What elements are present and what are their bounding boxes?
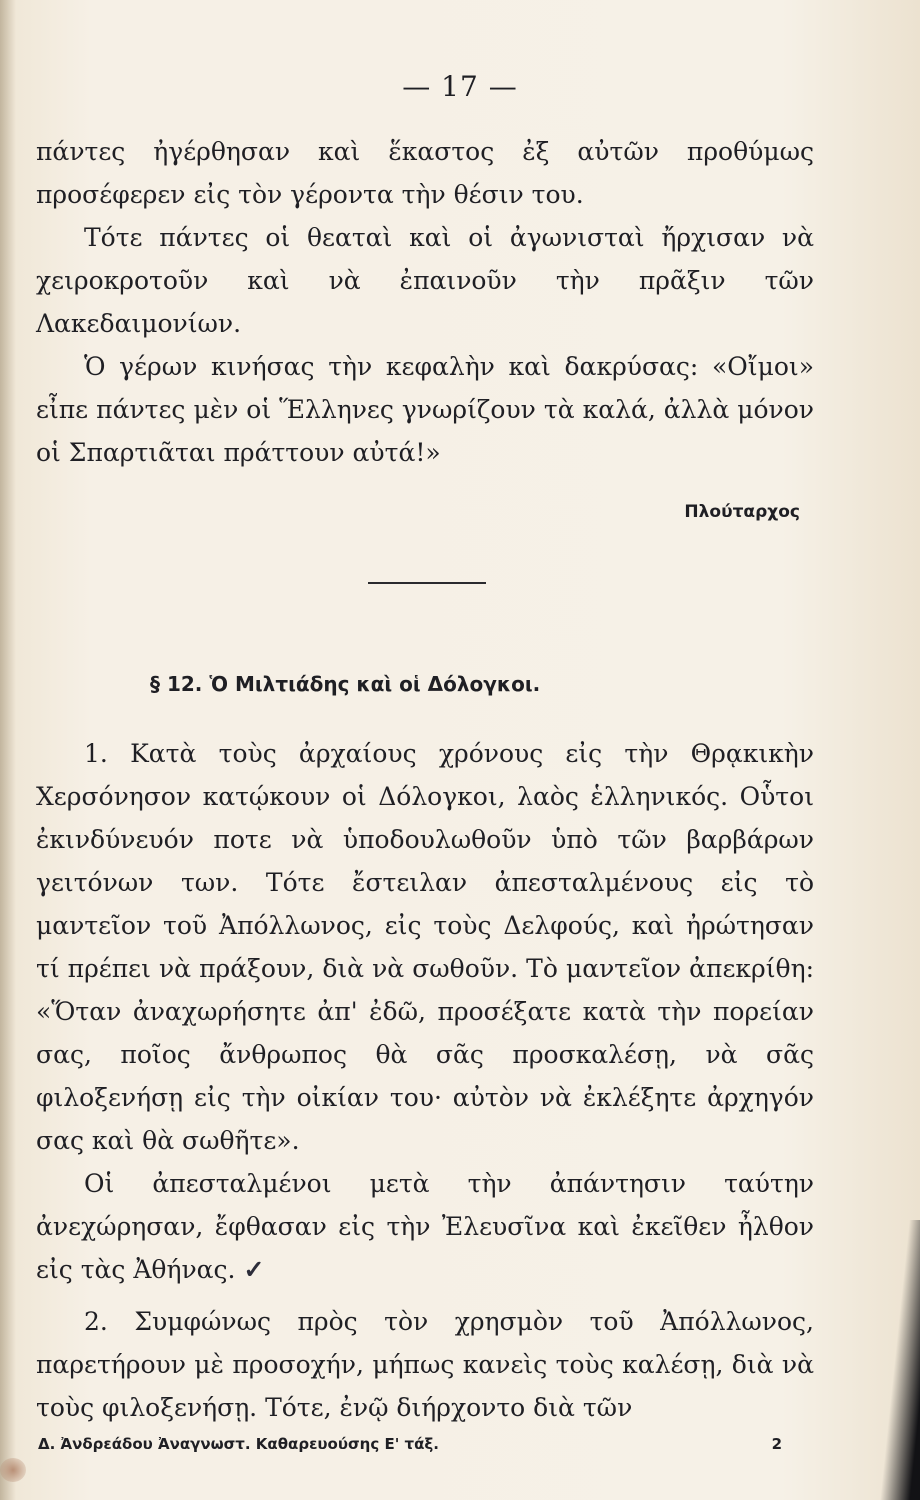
paper-stain <box>0 1458 26 1482</box>
pencil-check-mark: ✓ <box>243 1255 265 1284</box>
author-attribution: Πλούταρχος <box>684 502 800 522</box>
body-paragraph-3: 2. Συμφώνως πρὸς τὸν χρησμὸν τοῦ Ἀπόλλωνος, παρετήρουν μὲ προσοχήν, μήπως κανεὶς τοὺς καλέσῃ, διὰ νὰ τοὺς φιλοξενήσῃ. Τότε, ἐνῷ διήρχοντο διὰ τῶν <box>36 1307 814 1422</box>
section-body-continued <box>36 1300 814 1429</box>
page-footer <box>38 1435 782 1453</box>
page-number: — 17 — <box>402 70 518 103</box>
old-man-quote-paragraph: Ὁ γέρων κινήσας τὴν κεφαλὴν καὶ δακρύσας: «Οἴμοι» εἶπε πάντες μὲν οἱ Ἕλληνες γνωρίζουν τὰ καλά, ἀλλὰ μόνον οἱ Σπαρτιᾶται πράττουν αὐτά!» <box>36 352 814 467</box>
section-heading: § 12. Ὁ Μιλτιάδης καὶ οἱ Δόλογκοι. <box>150 672 541 696</box>
body-paragraph-1: 1. Κατὰ τοὺς ἀρχαίους χρόνους εἰς τὴν Θρᾳκικὴν Χερσόνησον κατῴκουν οἱ Δόλογκοι, λαὸς ἑλληνικός. Οὗτοι ἐκινδύνευόν ποτε νὰ ὑποδουλωθοῦν ὑπὸ τῶν βαρβάρων γειτόνων των. Τότε ἔστειλαν ἀπεσταλμένους εἰς τὸ μαντεῖον τοῦ Ἀπόλλωνος, εἰς τοὺς Δελφούς, καὶ ἠρώτησαν τί πρέπει νὰ πράξουν, διὰ νὰ σωθοῦν. Τὸ μαντεῖον ἀπεκρίθη: «Ὅταν ἀναχωρήσητε ἀπ' ἐδῶ, προσέξατε κατὰ τὴν πορείαν σας, ποῖος ἄνθρωπος θὰ σᾶς προσκαλέσῃ, νὰ σᾶς φιλοξενήσῃ εἰς τὴν οἰκίαν του· αὐτὸν νὰ ἐκλέξητε ἀρχηγόν σας καὶ θὰ σωθῆτε». <box>36 739 814 1155</box>
section-divider <box>368 582 486 584</box>
page-corner-shadow <box>880 1220 920 1500</box>
section-body <box>36 732 814 1291</box>
footer-book-title: Δ. Ἀνδρεάδου Ἀναγνωστ. Καθαρευούσης Ε' τάξ. <box>38 1435 439 1453</box>
page-binding-edge <box>0 0 16 1500</box>
applause-paragraph: Τότε πάντες οἱ θεαταὶ καὶ οἱ ἀγωνισταὶ ἤρχισαν νὰ χειροκροτοῦν καὶ νὰ ἐπαινοῦν τὴν πρᾶξιν τῶν Λακεδαιμονίων. <box>36 223 814 338</box>
continuation-paragraph: πάντες ἠγέρθησαν καὶ ἕκαστος ἐξ αὐτῶν προθύμως προσέφερεν εἰς τὸν γέροντα τὴν θέσιν του. <box>36 137 814 209</box>
body-paragraph-2-text: Οἱ ἀπεσταλμένοι μετὰ τὴν ἀπάντησιν ταύτην ἀνεχώρησαν, ἔφθασαν εἰς τὴν Ἐλευσῖνα καὶ ἐκεῖθεν ἦλθον εἰς τὰς Ἀθήνας. <box>36 1169 814 1284</box>
body-paragraph-2 <box>36 1162 814 1291</box>
footer-signature-mark: 2 <box>771 1435 782 1453</box>
story-ending <box>36 130 814 474</box>
